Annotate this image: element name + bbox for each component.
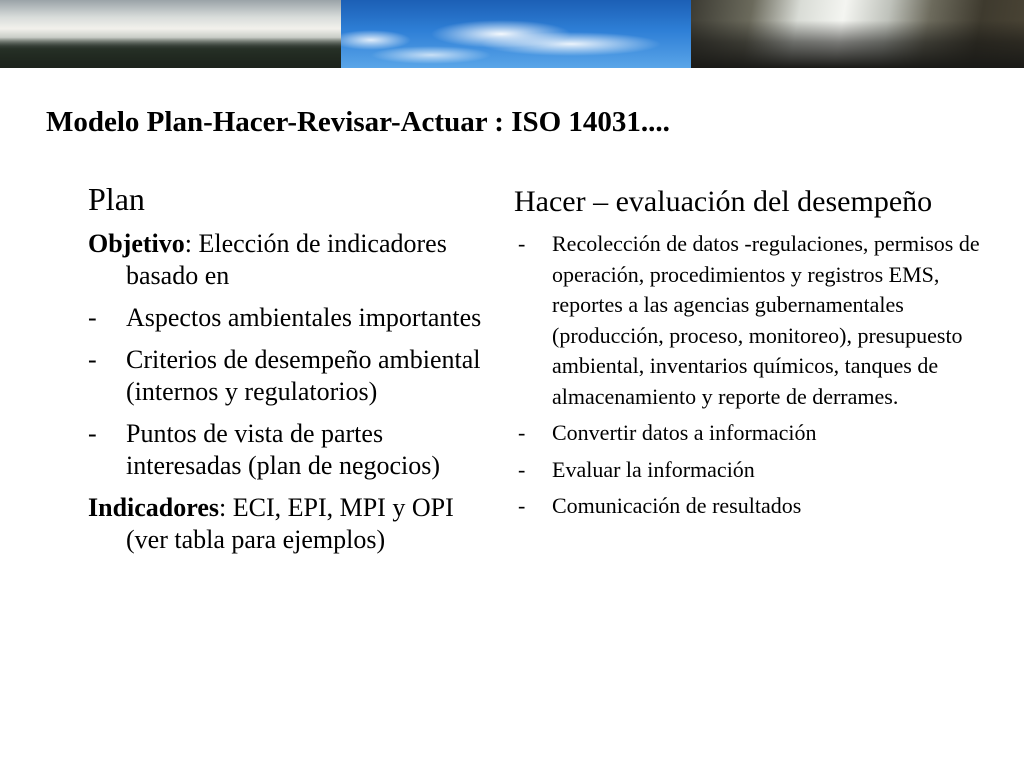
- indicators-text: : ECI, EPI, MPI y OPI (ver tabla para ejemplos): [126, 493, 454, 554]
- do-heading: Hacer – evaluación del desempeño: [514, 185, 933, 218]
- list-item-text: Criterios de desempeño ambiental (internos y regulatorios): [126, 345, 481, 406]
- list-item: [88, 418, 498, 482]
- list-item: [514, 418, 984, 449]
- list-item: [514, 229, 984, 412]
- waterfall-photo: [691, 0, 1024, 68]
- indicators-paragraph: [88, 492, 498, 556]
- plan-list: [88, 302, 498, 482]
- plan-column: [88, 180, 498, 566]
- dash-bullet: -: [518, 493, 526, 518]
- do-list: [514, 229, 984, 522]
- objective-text: : Elección de indicadores basado en: [126, 229, 447, 290]
- list-item-text: Recolección de datos -regulaciones, permisos de operación, procedimientos y registros EMS, reportes a las agencias gubernamentales (producción, proceso, monitoreo), presupuesto ambiental, inventarios químicos, tanques de almacenamiento y reporte de derrames.: [552, 231, 980, 409]
- list-item-text: Puntos de vista de partes interesadas (plan de negocios): [126, 419, 441, 480]
- dash-bullet: -: [518, 420, 526, 445]
- dash-bullet: -: [518, 456, 526, 482]
- dash-bullet: -: [88, 345, 97, 374]
- sky-clouds-photo: [341, 0, 691, 68]
- do-column: [514, 185, 984, 528]
- list-item: [514, 455, 984, 486]
- objective-paragraph: [88, 228, 498, 292]
- list-item: [514, 491, 984, 522]
- dash-bullet: -: [88, 419, 97, 448]
- list-item-text: Evaluar la información: [552, 456, 755, 482]
- list-item-text: Aspectos ambientales importantes: [126, 303, 482, 332]
- objective-label: Objetivo: [88, 229, 185, 258]
- list-item-text: Convertir datos a información: [552, 420, 817, 445]
- list-item: [88, 302, 498, 334]
- list-item: [88, 344, 498, 408]
- slide-title: Modelo Plan-Hacer-Revisar-Actuar : ISO 14031....: [46, 106, 670, 138]
- dash-bullet: -: [88, 303, 97, 332]
- plan-heading: Plan: [88, 181, 145, 217]
- indicators-label: Indicadores: [88, 493, 219, 522]
- dash-bullet: -: [518, 231, 526, 256]
- landscape-photo: [0, 0, 341, 68]
- header-banner: [0, 0, 1024, 68]
- list-item-text: Comunicación de resultados: [552, 493, 802, 518]
